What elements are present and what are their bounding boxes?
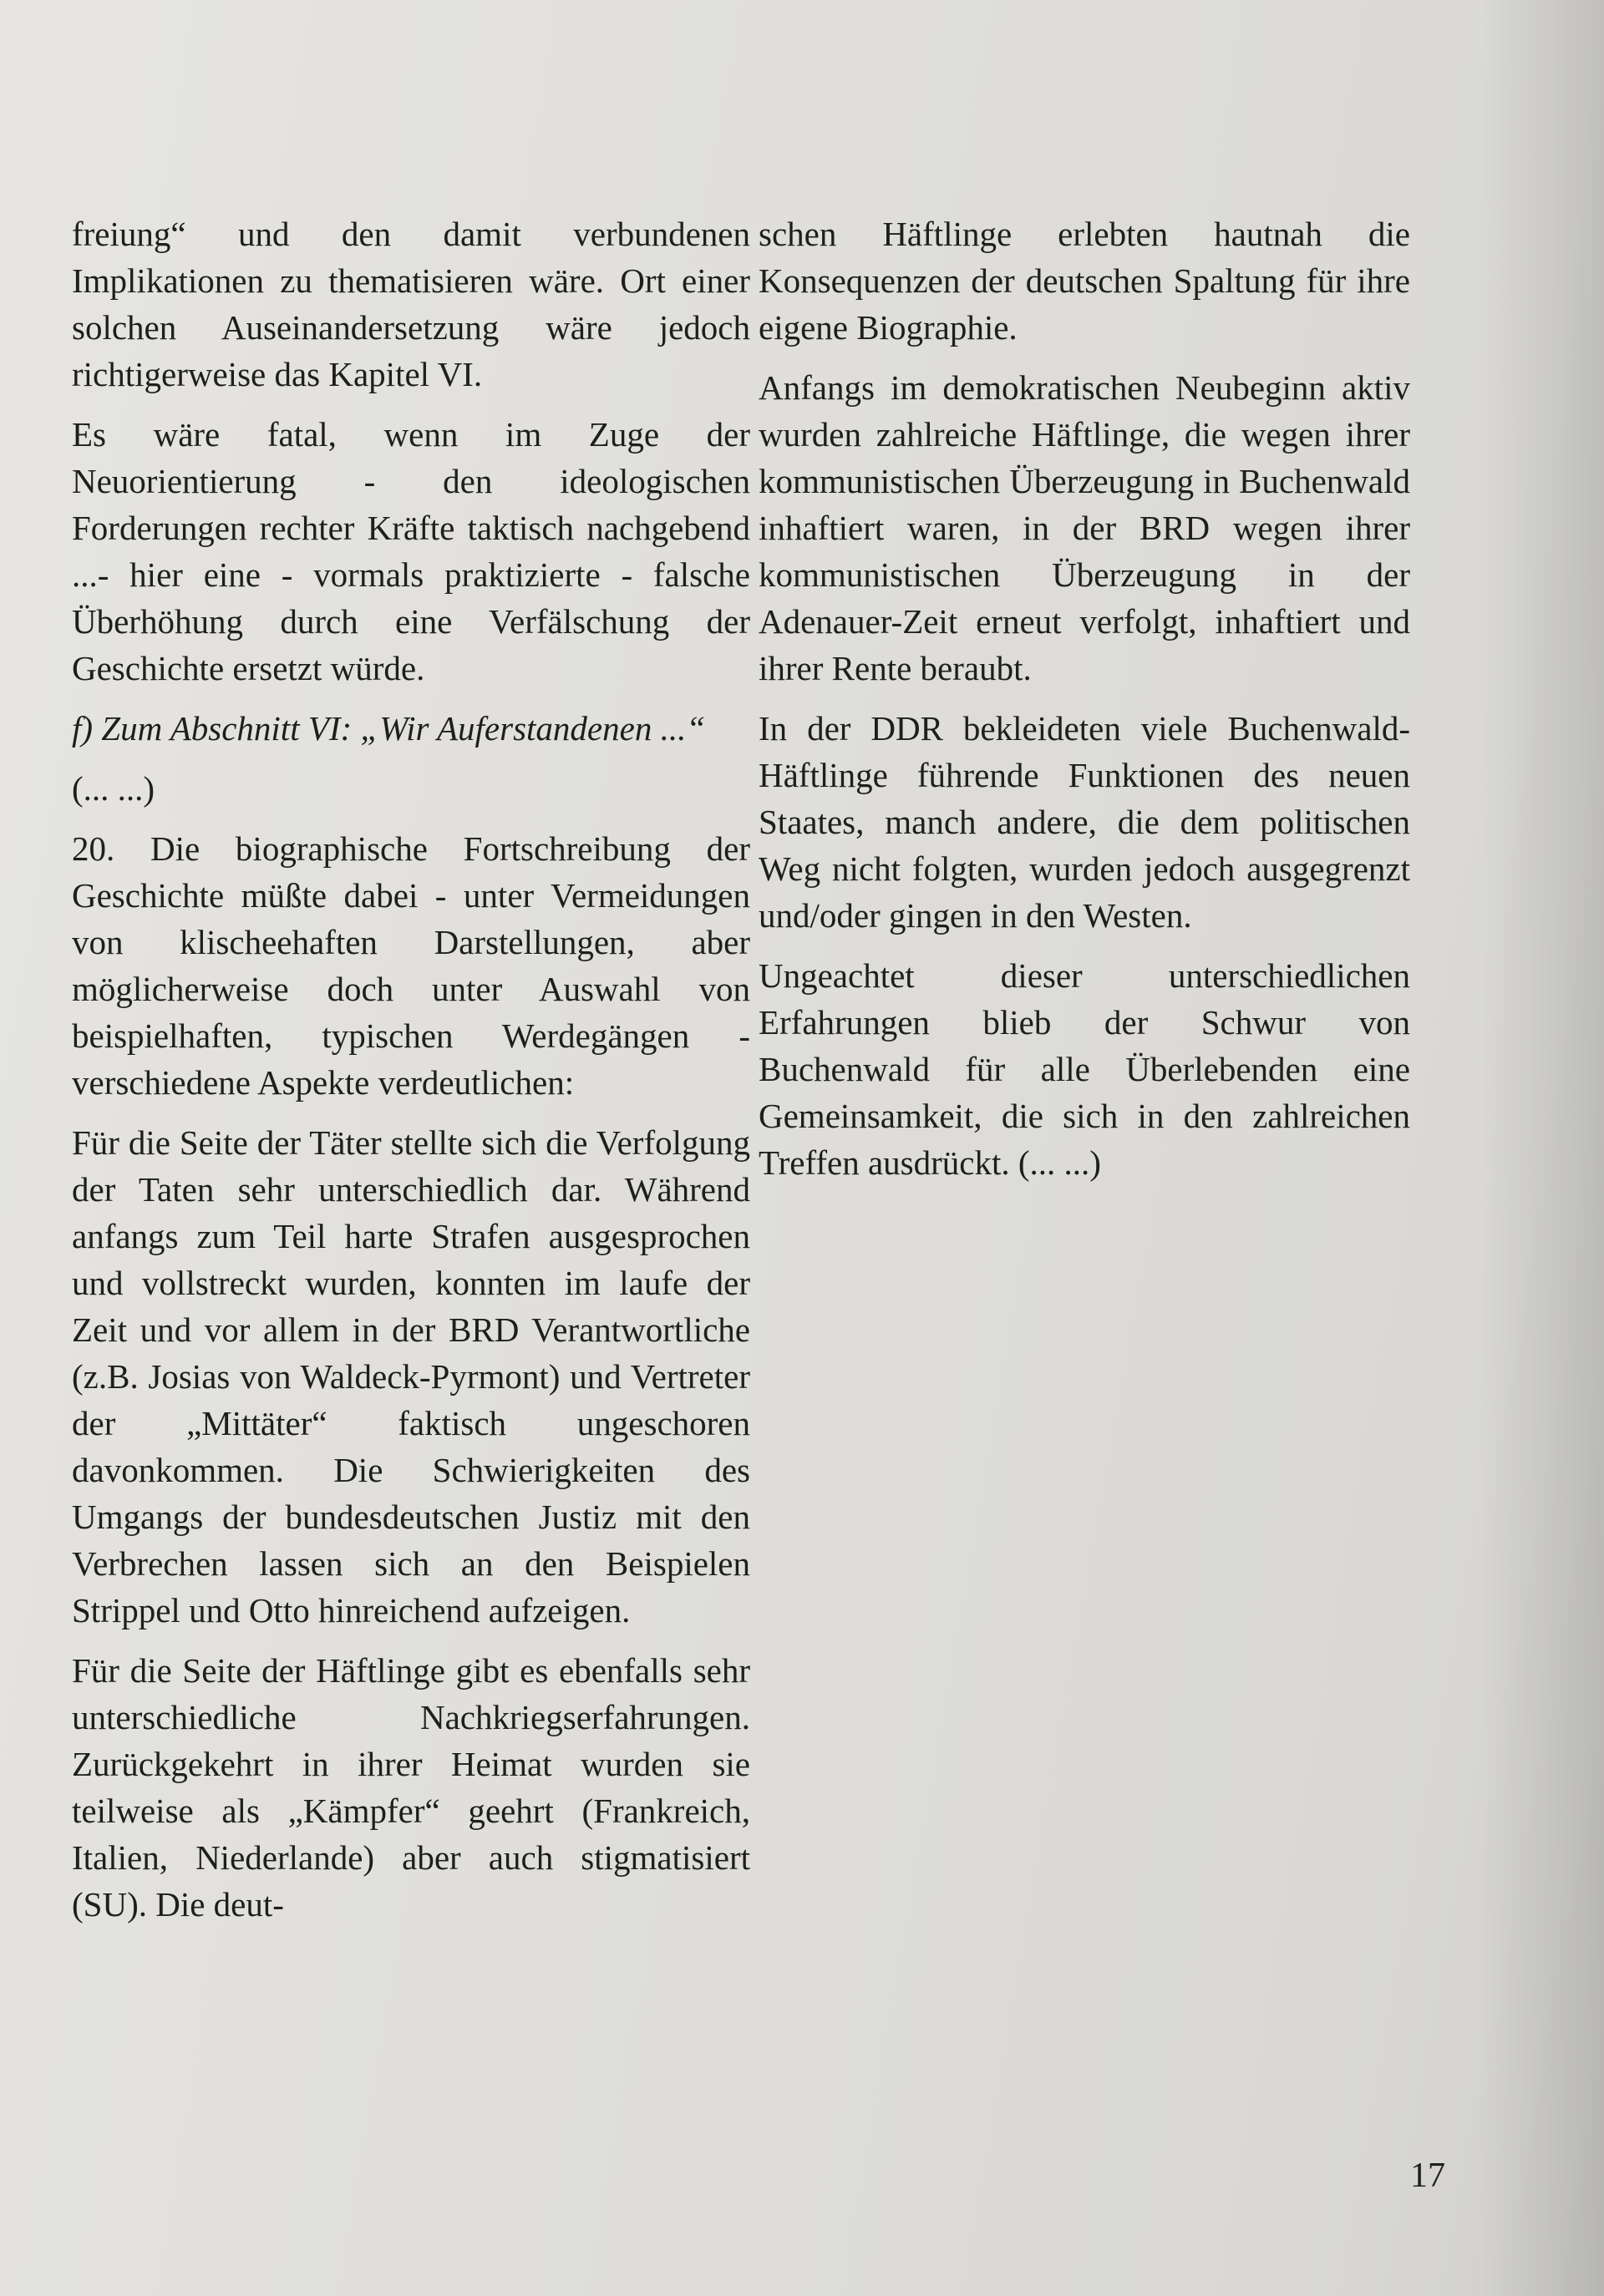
right-paragraph-4: Ungeachtet dieser unterschiedlichen Erfahrungen blieb der Schwur von Buchenwald für alle Überlebenden eine Gemeinsamkeit, die sich in den zahlreichen Treffen ausdrückt. (... ...) (759, 956, 1410, 1182)
right-paragraph-3: In der DDR bekleideten viele Buchenwald-Häftlinge führende Funktionen des neuen Staates, manch andere, die dem politischen Weg nicht folgten, wurden jedoch ausgegrenzt und/oder gingen in den Westen. (759, 709, 1410, 935)
left-column (72, 210, 750, 1941)
page-shadow (1479, 0, 1604, 2296)
left-paragraph-1: freiung“ und den damit verbundenen Implikationen zu thematisieren wäre. Ort einer solchen Auseinandersetzung wäre jedoch richtigerweise das Kapitel VI. (72, 215, 750, 393)
right-paragraph-1: schen Häftlinge erlebten hautnah die Konsequenzen der deutschen Spaltung für ihre eigene Biographie. (759, 215, 1410, 347)
left-paragraph-3: 20. Die biographische Fortschreibung der Geschichte müßte dabei - unter Vermeidungen von klischeehaften Darstellungen, aber möglicherweise doch unter Auswahl von beispielhaften, typischen Werdegängen - verschiedene Aspekte verdeutlichen: (72, 829, 750, 1102)
left-paragraph-5: Für die Seite der Häftlinge gibt es ebenfalls sehr unterschiedliche Nachkriegserfahrungen. Zurückgekehrt in ihrer Heimat wurden sie teilweise als „Kämpfer“ geehrt (Frankreich, Italien, Niederlande) aber auch stigmatisiert (SU). Die deut- (72, 1651, 750, 1923)
right-paragraph-2: Anfangs im demokratischen Neubeginn aktiv wurden zahlreiche Häftlinge, die wegen ihrer kommunistischen Überzeugung in Buchenwald inhaftiert waren, in der BRD wegen ihrer kommunistischen Überzeugung in der Adenauer-Zeit erneut verfolgt, inhaftiert und ihrer Rente beraubt. (759, 368, 1410, 687)
left-paragraph-4: Für die Seite der Täter stellte sich die Verfolgung der Taten sehr unterschiedlich dar. Während anfangs zum Teil harte Strafen ausgesprochen und vollstreckt wurden, konnten im laufe der Zeit und vor allem in der BRD Verantwortliche (z.B. Josias von Waldeck-Pyrmont) und Vertreter der „Mittäter“ faktisch ungeschoren davonkommen. Die Schwierigkeiten des Umgangs der bundesdeutschen Justiz mit den Verbrechen lassen sich an den Beispielen Strippel und Otto hinreichend aufzeigen. (72, 1123, 750, 1630)
page-number: 17 (1410, 2157, 1445, 2195)
right-column (759, 210, 1410, 1199)
left-paragraph-2: Es wäre fatal, wenn im Zuge der Neuorientierung - den ideologischen Forderungen rechter Kräfte taktisch nachgebend ...- hier eine - vormals praktizierte - falsche Überhöhung durch eine Verfälschung der Geschichte ersetzt würde. (72, 415, 750, 687)
section-heading: f) Zum Abschnitt VI: „Wir Auferstandenen ...“ (72, 709, 706, 748)
omission-marker: (... ...) (72, 769, 155, 808)
